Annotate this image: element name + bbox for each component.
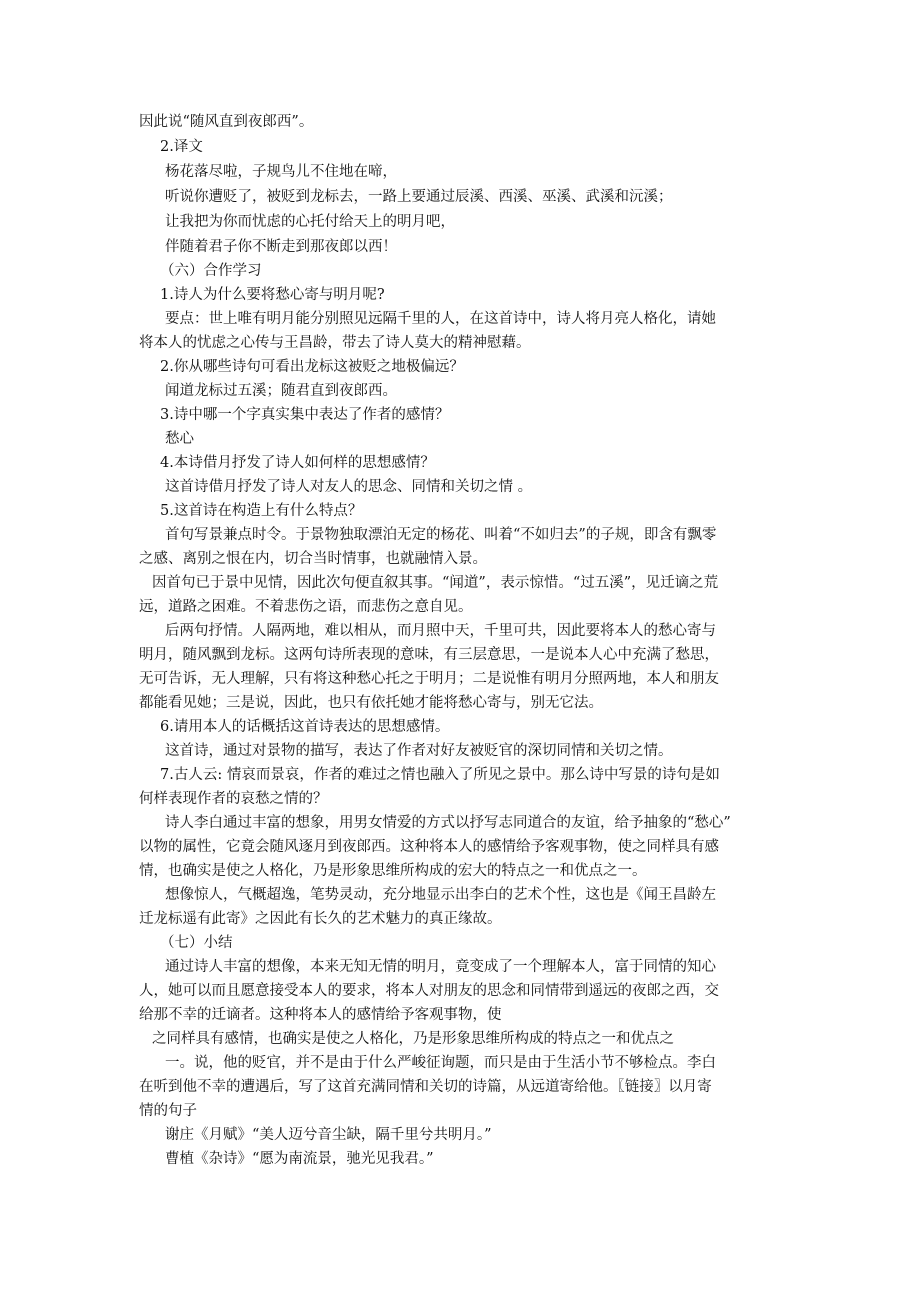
text-line: 一。说，他的贬官，并不是由于什么严峻征询题，而只是由于生活小节不够检点。李白 bbox=[165, 1055, 716, 1071]
text-line: 在听到他不幸的遭遇后，写了这首充满同情和关切的诗篇，从远道寄给他。〖链接〗以月寄 bbox=[139, 1079, 712, 1095]
text-line: 何样表现作者的哀愁之情的？ bbox=[139, 791, 328, 807]
text-line: 要点：世上唯有明月能分别照见远隔千里的人，在这首诗中，诗人将月亮人格化，请她 bbox=[165, 311, 716, 327]
text-line: 无可告诉，无人理解，只有将这种愁心托之于明月；二是说惟有明月分照两地，本人和朋友 bbox=[139, 671, 719, 687]
text-line: 诗人李白通过丰富的想象，用男女情爱的方式以抒写志同道合的友谊，给予抽象的“愁心” bbox=[165, 815, 731, 831]
text-line: 后两句抒情。人隔两地，难以相从，而月照中天，千里可共，因此要将本人的愁心寄与 bbox=[165, 623, 716, 639]
text-line: 通过诗人丰富的想像，本来无知无情的明月，竟变成了一个理解本人，富于同情的知心 bbox=[165, 959, 716, 975]
text-line: 听说你遭贬了，被贬到龙标去，一路上要通过辰溪、西溪、巫溪、武溪和沅溪； bbox=[165, 189, 673, 205]
text-line: 因首句已于景中见情，因此次句便直叙其事。“闻道”，表示惊惜。“过五溪”，见迁谪之荒 bbox=[152, 575, 719, 591]
quote-line: 谢庄《月赋》“美人迈兮音尘缺，隔千里兮共明月。” bbox=[165, 1127, 492, 1143]
text-line: 都能看见她；三是说，因此，也只有依托她才能将愁心寄与，别无它法。 bbox=[139, 695, 603, 711]
question: 2.你从哪些诗句可看出龙标这被贬之地极偏远？ bbox=[160, 359, 464, 375]
text-line: 想像惊人，气概超逸，笔势灵动，充分地显示出李白的艺术个性，这也是《闻王昌龄左 bbox=[165, 887, 716, 903]
quote-line: 曹植《杂诗》“愿为南流景，驰光见我君。” bbox=[165, 1151, 434, 1167]
text-line: 情的句子 bbox=[139, 1103, 197, 1119]
text-line: 迁龙标遥有此寄》之因此有长久的艺术魅力的真正缘故。 bbox=[139, 911, 502, 927]
text-line: 明月，随风飘到龙标。这两句诗所表现的意味，有三层意思，一是说本人心中充满了愁思， bbox=[139, 647, 719, 663]
text-line: 闻道龙标过五溪；随君直到夜郎西。 bbox=[165, 383, 397, 399]
text-line: 这首诗，通过对景物的描写，表达了作者对好友被贬官的深切同情和关切之情。 bbox=[165, 743, 673, 759]
text-line: 因此说“随风直到夜郎西”。 bbox=[139, 114, 314, 130]
text-line: 首句写景兼点时令。于景物独取漂泊无定的杨花、叫着“不如归去”的子规，即含有飘零 bbox=[165, 527, 717, 543]
text-line: 将本人的忧虑之心传与王昌龄，带去了诗人莫大的精神慰藉。 bbox=[139, 335, 531, 351]
text-line: 以物的属性，它竟会随风逐月到夜郎西。这种将本人的感情给予客观事物，使之同样具有感 bbox=[139, 839, 719, 855]
text-line: 情，也确实是使之人格化，乃是形象思维所构成的宏大的特点之一和优点之一。 bbox=[139, 863, 647, 879]
section-heading: （七）小结 bbox=[160, 935, 233, 951]
text-line: 之感、离别之恨在内，切合当时情事，也就融情入景。 bbox=[139, 551, 487, 567]
text-line: 之同样具有感情，也确实是使之人格化，乃是形象思维所构成的特点之一和优点之 bbox=[152, 1031, 674, 1047]
question: 5.这首诗在构造上有什么特点？ bbox=[160, 503, 363, 519]
text-line: 让我把为你而忧虑的心托付给天上的明月吧， bbox=[165, 214, 455, 230]
question: 1.诗人为什么要将愁心寄与明月呢? bbox=[160, 287, 385, 303]
text-line: 伴随着君子你不断走到那夜郎以西！ bbox=[165, 239, 397, 255]
section-heading: 2.译文 bbox=[160, 139, 203, 155]
question: 6.请用本人的话概括这首诗表达的思想感情。 bbox=[160, 719, 450, 735]
text-line: 这首诗借月抒发了诗人对友人的思念、同情和关切之情 。 bbox=[165, 479, 533, 495]
question: 7.古人云: 情哀而景哀，作者的难过之情也融入了所见之景中。那么诗中写景的诗句是如 bbox=[160, 767, 720, 783]
text-line: 杨花落尽啦，子规鸟儿不住地在啼， bbox=[165, 164, 397, 180]
question: 3.诗中哪一个字真实集中表达了作者的感情？ bbox=[160, 407, 450, 423]
section-heading: （六）合作学习 bbox=[160, 263, 262, 279]
text-line: 愁心 bbox=[165, 431, 194, 447]
text-line: 远，道路之困难。不着悲伤之语，而悲伤之意自见。 bbox=[139, 599, 473, 615]
text-line: 人，她可以而且愿意接受本人的要求，将本人对朋友的思念和同情带到遥远的夜郎之西，交 bbox=[139, 983, 719, 999]
text-line: 给那不幸的迁谪者。这种将本人的感情给予客观事物，使 bbox=[139, 1007, 502, 1023]
question: 4.本诗借月抒发了诗人如何样的思想感情？ bbox=[160, 455, 435, 471]
